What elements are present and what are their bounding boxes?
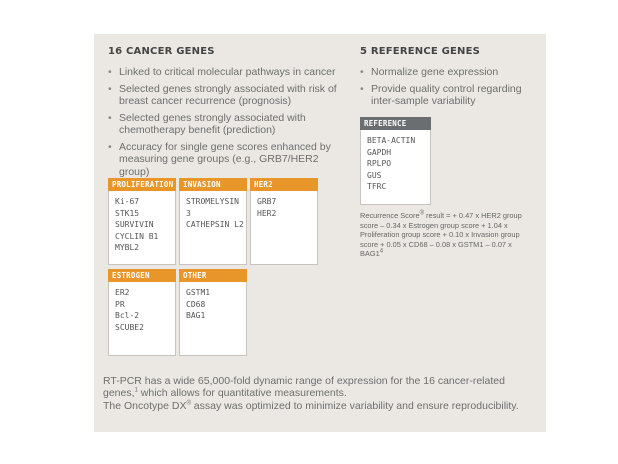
her2-header: HER2 [250,178,318,191]
gene-item: GRB7 [257,197,277,206]
gene-item: Ki-67 [115,197,140,206]
gene-item: TFRC [367,182,387,192]
bullet-item: • Linked to critical molecular pathways in cancer [108,66,344,79]
gene-item: GSTM1 [186,288,211,297]
bullet-item: • Accuracy for single gene scores enhanced by measuring gene groups (e.g., GRB7/HER2 group) [108,141,344,179]
footer-text [103,375,523,412]
footnote-mark: 1 [134,387,138,394]
estrogen-header: ESTROGEN [108,269,176,282]
cancer-genes-heading: 16 CANCER GENES [108,46,215,57]
bullet-item: • Provide quality control regarding inter-sample variability [360,83,538,108]
footer-text-part: which allows for quantitative measurements. [137,387,347,400]
gene-item: STK15 [115,208,140,218]
registered-mark: ® [186,400,191,407]
gene-item: SCUBE2 [115,322,144,332]
gene-item: HER2 [257,208,277,218]
gene-item: GUS [367,170,382,180]
reference-header: REFERENCE [360,117,431,130]
gene-item: CD68 [186,299,206,309]
bullet-item: • Selected genes strongly associated with risk of breast cancer recurrence (prognosis) [108,83,344,108]
other-group [179,269,247,356]
proliferation-group [108,178,176,265]
proliferation-header: PROLIFERATION [108,178,176,191]
reference-genes-heading: 5 REFERENCE GENES [360,46,481,57]
reference-group [360,117,431,205]
invasion-header: INVASION [179,178,247,191]
footer-paragraph [103,400,523,412]
formula-body: result = + 0.47 x HER2 group score – 0.34 x Estrogen group score + 1.04 x Proliferation group score + 0.10 x Invasion group score + 0.05 x CD68 – 0.08 x GSTM1 – 0.07 x BAG1 [360,211,522,259]
bullet-item: • Selected genes strongly associated with chemotherapy benefit (prediction) [108,112,344,137]
footnote-mark: 4 [379,248,384,255]
gene-item: BETA-ACTIN [367,136,416,145]
reference-genes-bullets [360,66,538,112]
gene-item: Bcl-2 [115,311,140,321]
gene-item: CATHEPSIN L2 [186,220,244,230]
gene-item: SURVIVIN [115,220,154,230]
gene-item: GAPDH [367,147,392,157]
formula-prefix: Recurrence Score [360,211,420,220]
gene-item: STROMELYSIN 3 [186,197,239,218]
registered-mark: ® [419,210,424,217]
gene-item: RPLPO [367,159,392,169]
footer-text-part: RT-PCR has a wide 65,000-fold dynamic range of expression for the 16 cancer-related genes, [103,375,505,400]
recurrence-score-formula [360,211,530,259]
other-header: OTHER [179,269,247,282]
her2-group [250,178,318,265]
cancer-genes-bullets [108,66,344,182]
gene-item: MYBL2 [115,243,140,253]
gene-item: ER2 [115,288,130,297]
footer-text-part: The Oncotype DX [103,399,187,412]
footer-text-part: assay was optimized to minimize variability and ensure reproducibility. [190,399,519,412]
gene-item: CYCLIN B1 [115,231,159,241]
footer-paragraph [103,375,523,400]
estrogen-group [108,269,176,356]
invasion-group [179,178,247,265]
gene-item: PR [115,299,125,309]
gene-item: BAG1 [186,311,206,321]
bullet-item: • Normalize gene expression [360,66,538,79]
